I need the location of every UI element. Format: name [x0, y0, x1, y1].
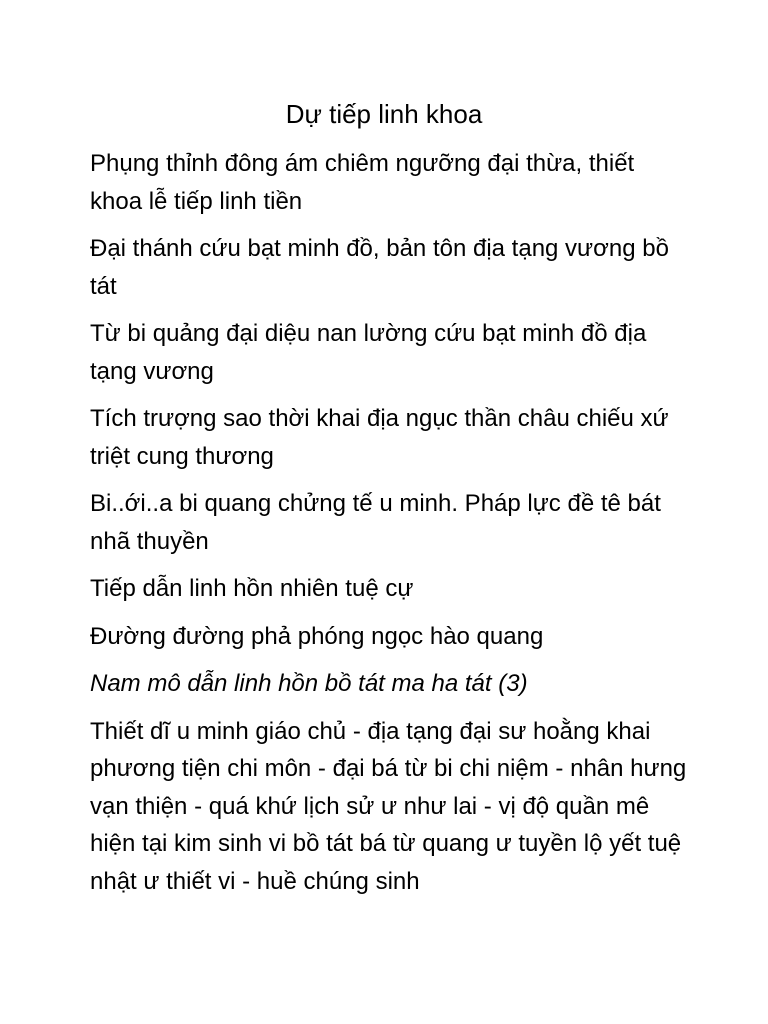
italic-paragraph: Nam mô dẫn linh hồn bồ tát ma ha tát (3)	[90, 670, 528, 697]
paragraph: Bi..ới..a bi quang chửng tế u minh. Pháp lực đề tê bát nhã thuyền	[90, 490, 661, 555]
document-body	[90, 145, 690, 910]
paragraph: Tích trượng sao thời khai địa ngục thần châu chiếu xứ triệt cung thương	[90, 405, 669, 470]
paragraph: Thiết dĩ u minh giáo chủ - địa tạng đại sư hoằng khai phương tiện chi môn - đại bá từ bi chi niệm - nhân hưng vạn thiện - quá khứ lịch sử ư như lai - vị độ quần mê hiện tại kim sinh vi bồ tát bá từ quang ư tuyền lộ yết tuệ nhật ư thiết vi - huề chúng sinh	[90, 717, 687, 895]
paragraph: Đại thánh cứu bạt minh đồ, bản tôn địa tạng vương bồ tát	[90, 235, 669, 300]
paragraph: Từ bi quảng đại diệu nan lường cứu bạt minh đồ địa tạng vương	[90, 320, 647, 385]
paragraph: Tiếp dẫn linh hồn nhiên tuệ cự	[90, 575, 414, 602]
document-title: Dự tiếp linh khoa	[285, 99, 483, 129]
paragraph: Đường đường phả phóng ngọc hào quang	[90, 622, 544, 650]
paragraph: Phụng thỉnh đông ám chiêm ngưỡng đại thừa, thiết khoa lễ tiếp linh tiền	[90, 150, 635, 215]
